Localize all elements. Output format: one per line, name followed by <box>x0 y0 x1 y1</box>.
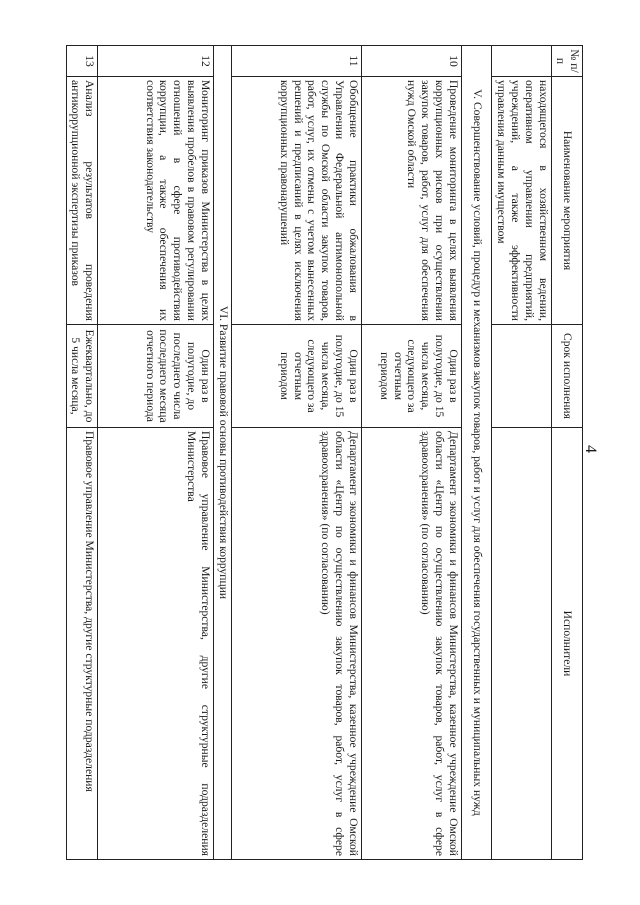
table-row <box>67 46 98 860</box>
header-name: Наименование мероприятия <box>552 77 583 325</box>
row-number <box>492 46 552 77</box>
row-name: Обобщение практики обжалования в Управлении Федеральной антимонопольной службы по Омской области закупок товаров, работ, услуг, их отмены с учетом вынесенных решений и предписаний в целях исключения коррупционных правонарушений <box>232 77 362 325</box>
row-term: Один раз в полугодие, до последнего числа последнего месяца отчетного периода <box>98 325 214 428</box>
row-name: находящегося в хозяйственном ведении, оперативном управлении предприятий, учреждений, а также эффективности управления данным имуществом <box>492 77 552 325</box>
row-executors: Департамент экономики и финансов Министерства, казенное учреждение Омской области «Центр по осуществлению закупок товаров, работ, услуг в сфере здравоохранения» (по согласованию) <box>362 428 462 860</box>
table-row <box>98 46 214 860</box>
page-number: 4 <box>582 445 599 453</box>
row-executors <box>492 428 552 860</box>
row-name: Анализ результатов проведения антикоррупционной экспертизы приказов <box>67 77 98 325</box>
row-executors: Департамент экономики и финансов Министерства, казенное учреждение Омской области «Центр по осуществлению закупок товаров, работ, услуг в сфере здравоохранения» (по согласованию) <box>232 428 362 860</box>
table-row <box>362 46 462 860</box>
table-header-row <box>552 46 583 860</box>
row-name: Мониторинг приказов Министерства в целях выявления пробелов в правовом регулировании отношений в сфере противодействия коррупции, а также обеспечения их соответствия законодательству <box>98 77 214 325</box>
section-header-row <box>462 46 492 860</box>
row-executors: Правовое управление Министерства, другие структурные подразделения <box>67 428 98 860</box>
row-term: Ежеквартально, до 5 числа месяца, <box>67 325 98 428</box>
row-number: 12 <box>98 46 214 77</box>
measures-table <box>66 45 583 860</box>
row-executors: Правовое управление Министерства, другие структурные подразделения Министерства <box>98 428 214 860</box>
table-row <box>492 46 552 860</box>
section-header-row <box>214 46 232 860</box>
rotated-table-container <box>67 45 583 860</box>
row-term: Один раз в полугодие, до 15 числа месяца, следующего за отчетным периодом <box>232 325 362 428</box>
section-title: VI. Развитие правовой основы противодействия коррупции <box>214 46 232 860</box>
row-number: 13 <box>67 46 98 77</box>
table-row <box>232 46 362 860</box>
row-number: 10 <box>362 46 462 77</box>
row-number: 11 <box>232 46 362 77</box>
row-term <box>492 325 552 428</box>
row-name: Проведение мониторинга в целях выявления коррупционных рисков при осуществлении закупок товаров, работ, услуг для обеспечения нужд Омской области <box>362 77 462 325</box>
row-term: Один раз в полугодие, до 15 числа месяца, следующего за отчетным периодом <box>362 325 462 428</box>
section-title: V. Совершенствование условий, процедур и механизмов закупок товаров, работ и услуг для обеспечения государственных и муниципальных нужд <box>462 46 492 860</box>
header-executors: Исполнители <box>552 428 583 860</box>
header-number: № п/п <box>552 46 583 77</box>
header-term: Срок исполнения <box>552 325 583 428</box>
